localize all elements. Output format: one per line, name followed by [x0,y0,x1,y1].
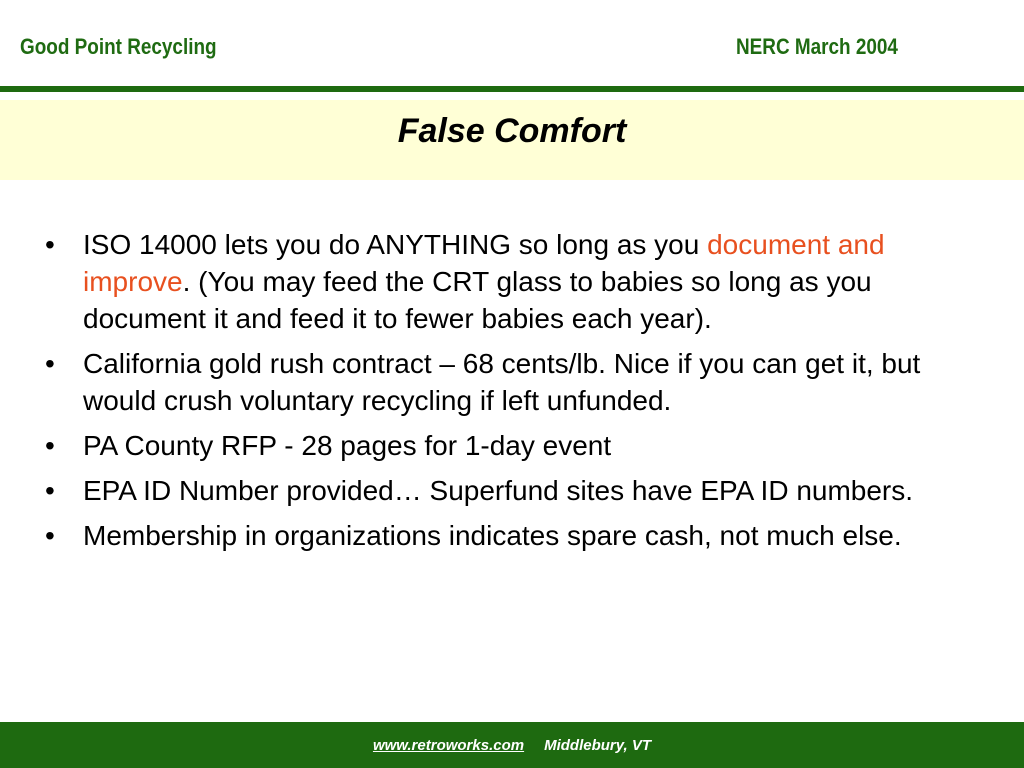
bullet-marker: • [45,520,55,551]
header-organization: Good Point Recycling [20,34,217,59]
bullet-text-continued: . (You may feed the CRT glass to babies so long as you document it and feed it to fewer babies each year). [83,266,872,334]
bullet-item [42,226,982,337]
bullet-text: PA County RFP - 28 pages for 1-day event [83,430,612,461]
slide-title: False Comfort [397,112,627,150]
bullet-text: ISO 14000 lets you do ANYTHING so long as you [83,229,708,260]
footer [0,737,1024,754]
footer-location: Middlebury, VT [544,737,652,754]
bullet-marker: • [45,348,55,379]
bullet-item [42,517,982,554]
header-event: NERC March 2004 [736,34,898,59]
bullet-item [42,472,982,509]
bullet-item [42,345,982,419]
bullet-text: California gold rush contract – 68 cents/lb. Nice if you can get it, but would crush voluntary recycling if left unfunded. [83,348,921,416]
bullet-marker: • [45,229,55,260]
website-link[interactable]: www.retroworks.com [372,737,525,754]
bullet-text: Membership in organizations indicates spare cash, not much else. [83,520,902,551]
bullet-list [42,226,982,562]
bullet-marker: • [45,430,55,461]
highlighted-phrase: document and improve [83,229,885,297]
bullet-marker: • [45,475,55,506]
header-divider [0,86,1024,92]
bullet-text: EPA ID Number provided… Superfund sites have EPA ID numbers. [83,475,914,506]
bullet-item [42,427,982,464]
